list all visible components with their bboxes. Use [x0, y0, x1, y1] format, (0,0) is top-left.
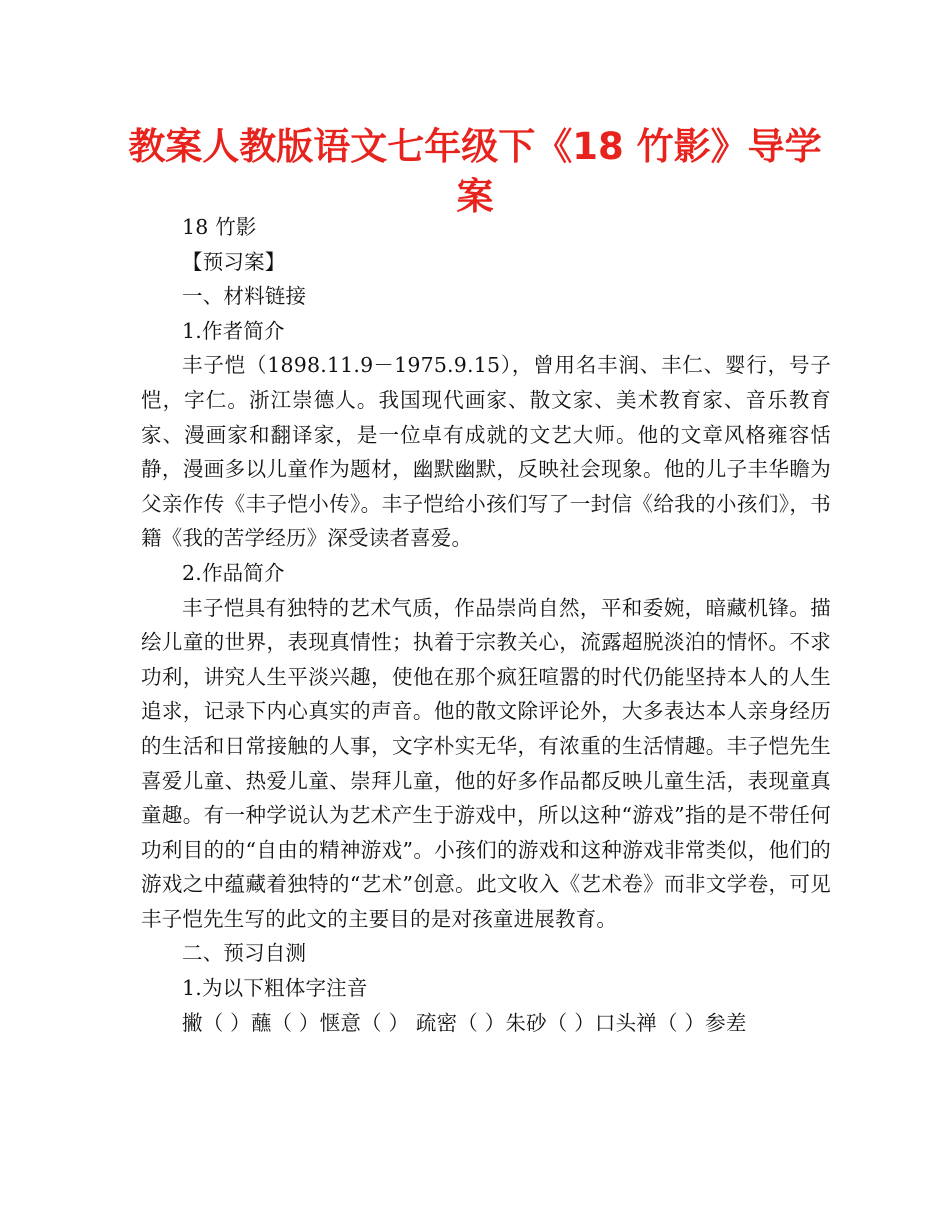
- self-test-heading: 二、预习自测: [182, 941, 307, 966]
- author-intro-paragraph: 丰子恺（1898.11.9－1975.9.15），曾用名丰润、丰仁、婴行，号子恺，字仁。浙江崇德人。我国现代画家、散文家、美术教育家、音乐教育家、漫画家和翻译家，是一位卓有成就的文艺大师。他的文章风格雍容恬静，漫画多以儿童作为题材，幽默幽默，反映社会现象。他的儿子丰华瞻为父亲作传《丰子恺小传》。丰子恺给小孩们写了一封信《给我的小孩们》，书籍《我的苦学经历》深受读者喜爱。: [141, 353, 831, 551]
- lesson-title: 18 竹影: [182, 215, 257, 239]
- document-body: [141, 210, 831, 1040]
- works-intro-heading: 2.作品简介: [182, 560, 285, 585]
- pinyin-exercise-heading: 1.为以下粗体字注音: [182, 976, 368, 1001]
- works-intro-paragraph: 丰子恺具有独特的艺术气质，作品崇尚自然，平和委婉，暗藏机锋。描绘儿童的世界，表现真情性；执着于宗教关心，流露超脱淡泊的情怀。不求功利，讲究人生平淡兴趣，使他在那个疯狂喧嚣的时代仍能坚持本人的人生追求，记录下内心真实的声音。他的散文除评论外，大多表达本人亲身经历的生活和日常接触的人事，文字朴实无华，有浓重的生活情趣。丰子恺先生喜爱儿童、热爱儿童、崇拜儿童，他的好多作品都反映儿童生活，表现童真童趣。有一种学说认为艺术产生于游戏中，所以这种“游戏”指的是不带任何功利目的的“自由的精神游戏”。小孩们的游戏和这种游戏非常类似，他们的游戏之中蕴藏着独特的“艺术”创意。此文收入《艺术卷》而非文学卷，可见丰子恺先生写的此文的主要目的是对孩童进展教育。: [141, 595, 831, 931]
- pinyin-exercise-items: 撇（ ）蘸（ ）惬意（ ） 疏密（ ）朱砂（ ）口头禅（ ）参差: [182, 1010, 747, 1035]
- materials-heading: 一、材料链接: [182, 284, 307, 309]
- section-preview-heading: 【预习案】: [182, 249, 286, 274]
- author-intro-heading: 1.作者简介: [182, 318, 285, 343]
- document-title: 教案人教版语文七年级下《18 竹影》导学案: [128, 125, 822, 218]
